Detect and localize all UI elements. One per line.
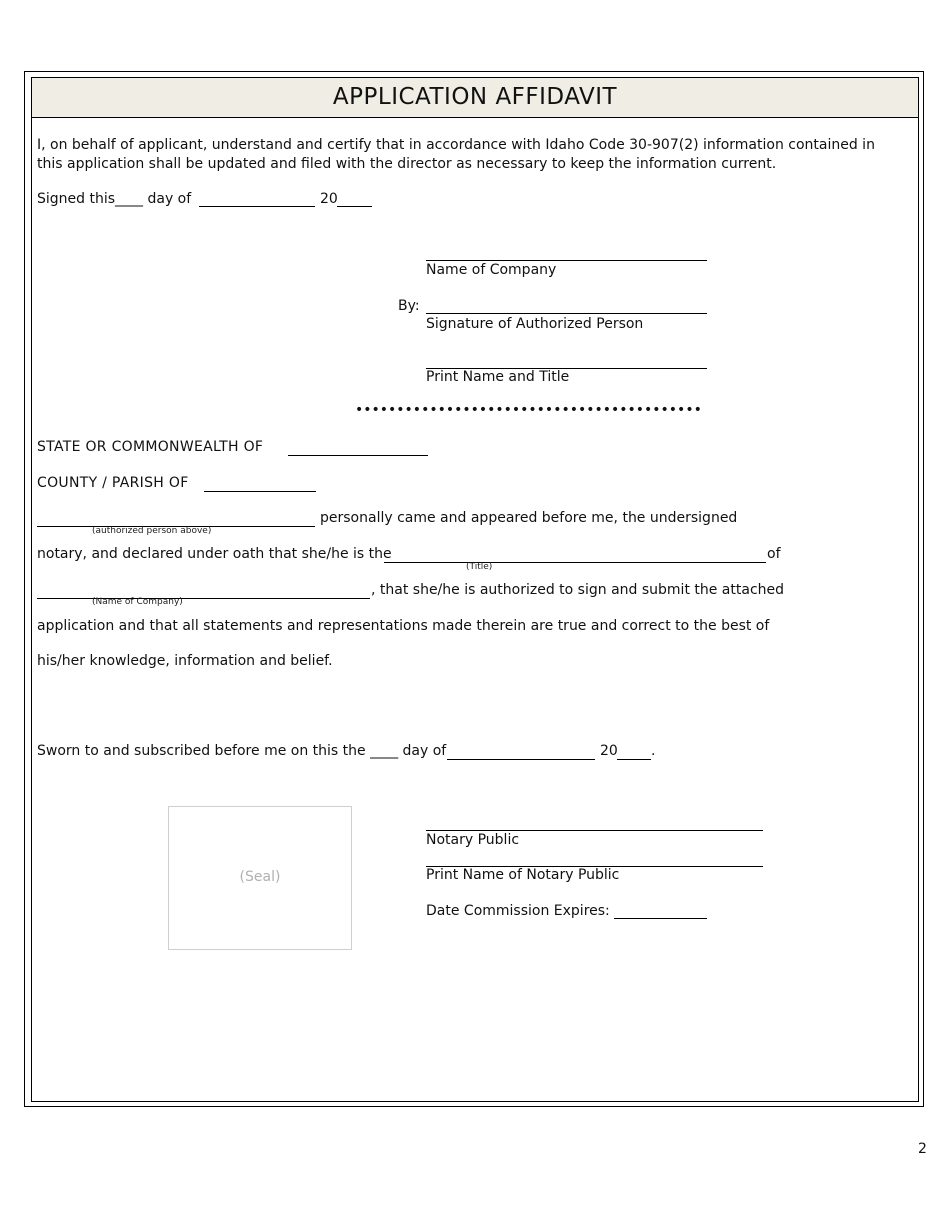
knowledge-text: his/her knowledge, information and belief. xyxy=(37,653,333,669)
authorized-text: , that she/he is authorized to sign and submit the attached xyxy=(371,582,785,598)
declared-text: notary, and declared under oath that she/he is the xyxy=(37,546,392,562)
page-title: APPLICATION AFFIDAVIT xyxy=(31,77,919,118)
authorized-person-hint: (authorized person above) xyxy=(92,526,212,536)
signature-label: Signature of Authorized Person xyxy=(426,316,644,332)
of-text: of xyxy=(767,546,781,562)
page-number: 2 xyxy=(918,1141,927,1157)
signed-month-field[interactable] xyxy=(199,206,315,207)
company-name-field[interactable] xyxy=(426,260,707,261)
sworn-year-field[interactable] xyxy=(617,759,651,760)
title-field[interactable] xyxy=(384,562,766,563)
signature-field[interactable] xyxy=(426,313,707,314)
notary-label: Notary Public xyxy=(426,832,520,848)
signed-year-field[interactable] xyxy=(337,206,372,207)
by-label: By: xyxy=(398,298,420,314)
state-field[interactable] xyxy=(288,455,428,456)
intro-paragraph: I, on behalf of applicant, understand and certify that in accordance with Idaho Code 30-907(2) information contained in this application shall be updated and filed with the director as necessary to keep the information current. xyxy=(37,137,875,172)
separator-dots: •••••••••••••••••••••••••••••••••••••••••• xyxy=(355,402,702,418)
county-field[interactable] xyxy=(204,491,316,492)
commission-label: Date Commission Expires: xyxy=(426,903,610,919)
state-label: STATE OR COMMONWEALTH OF xyxy=(37,439,264,455)
notary-signature-field[interactable] xyxy=(426,830,763,831)
company-hint: (Name of Company) xyxy=(92,597,183,607)
company-name-label: Name of Company xyxy=(426,262,557,278)
sworn-period: . xyxy=(651,743,656,759)
statements-text: application and that all statements and representations made therein are true and correct to the best of xyxy=(37,618,770,634)
seal-label: (Seal) xyxy=(239,869,281,885)
commission-date-field[interactable] xyxy=(614,918,707,919)
company-field[interactable] xyxy=(37,598,370,599)
signed-this-label: Signed this____ day of xyxy=(37,191,192,207)
county-label: COUNTY / PARISH OF xyxy=(37,475,189,491)
title-hint: (Title) xyxy=(466,562,493,572)
seal-box xyxy=(168,806,352,950)
sworn-year-label: 20 xyxy=(600,743,618,759)
sworn-month-field[interactable] xyxy=(447,759,595,760)
print-name-label: Print Name and Title xyxy=(426,369,570,385)
appeared-text: personally came and appeared before me, the undersigned xyxy=(320,510,738,526)
sworn-text: Sworn to and subscribed before me on this the ____ day of xyxy=(37,743,447,759)
notary-print-label: Print Name of Notary Public xyxy=(426,867,620,883)
signed-year-label: 20 xyxy=(320,191,338,207)
